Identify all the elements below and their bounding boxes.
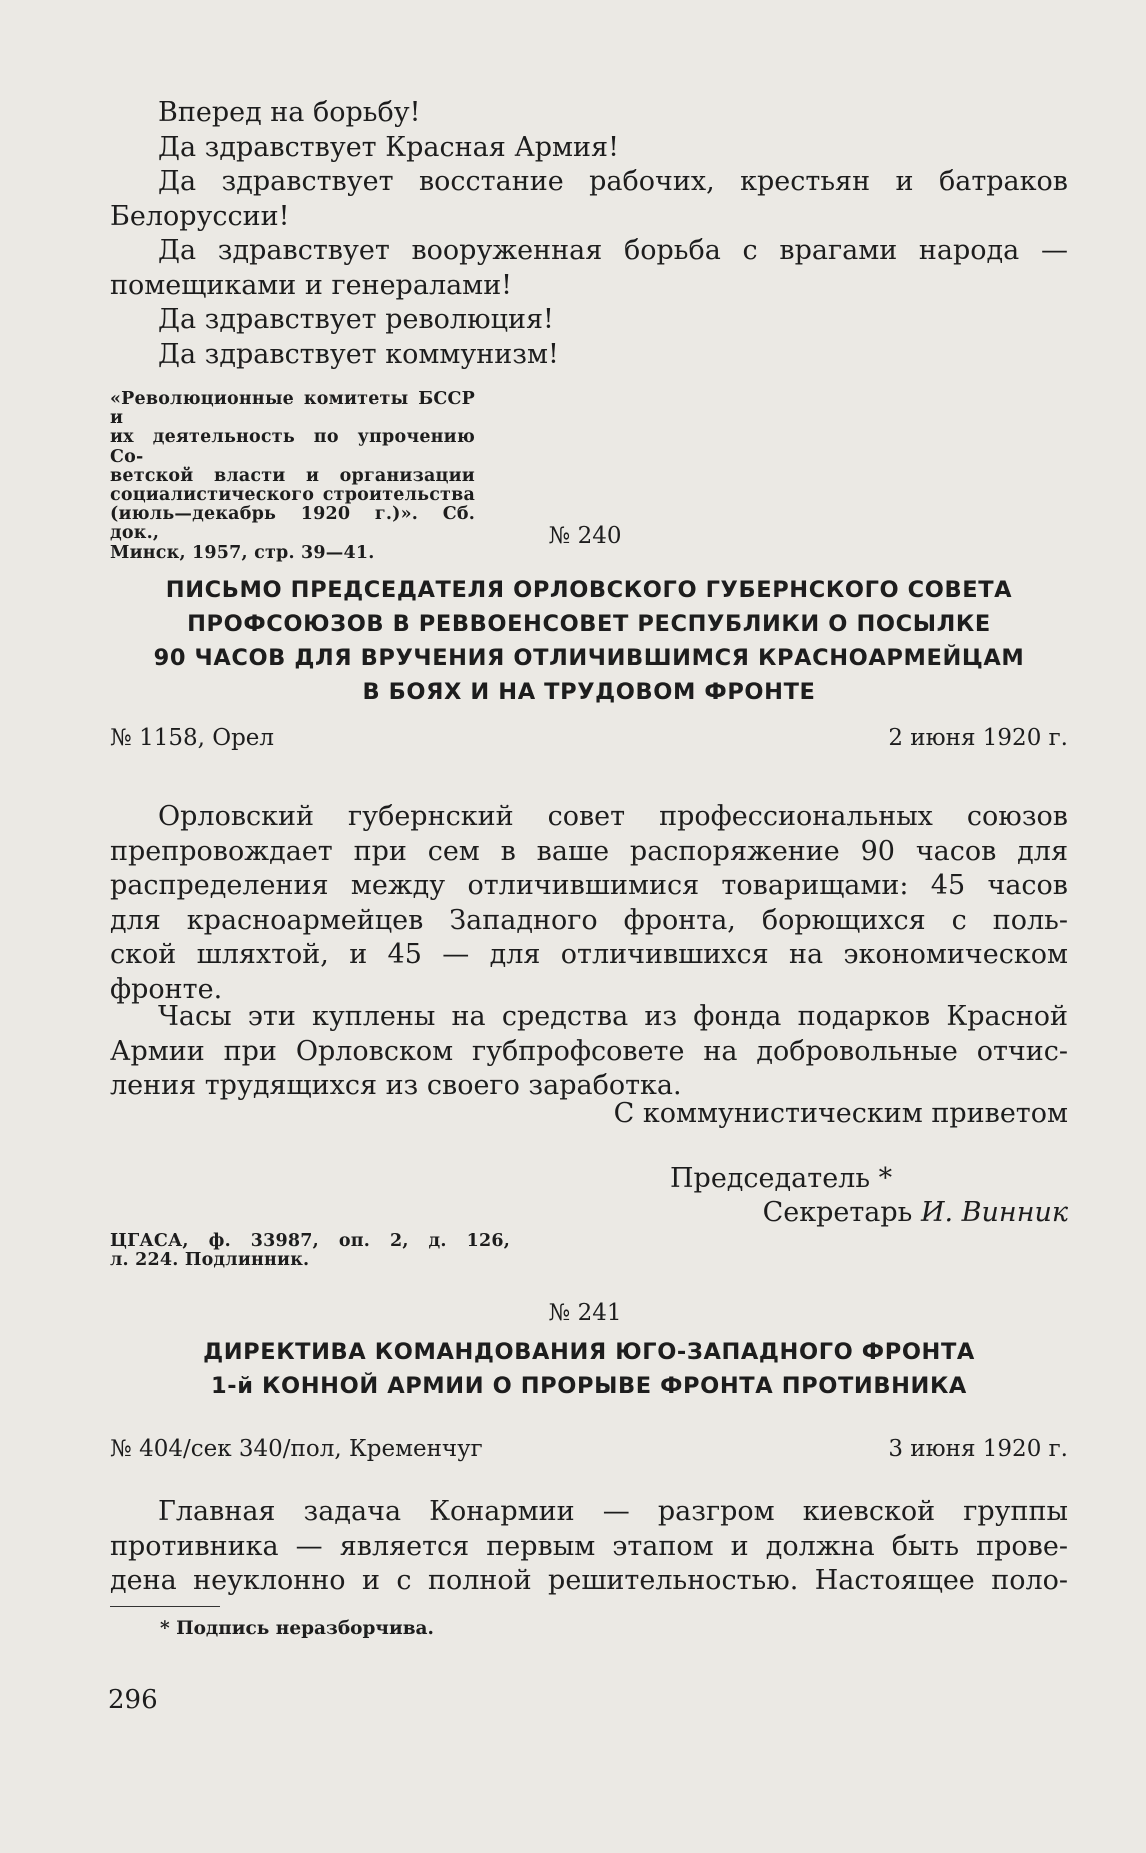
paragraph-line: для красноармейцев Западного фронта, борющихся с поль- bbox=[110, 904, 1068, 936]
doc241-meta bbox=[110, 1436, 1068, 1462]
paragraph-line: Главная задача Конармии — разгром киевской группы bbox=[158, 1496, 1068, 1527]
doc240-chairman: Председатель * bbox=[670, 1163, 893, 1194]
footnote-rule bbox=[110, 1606, 220, 1607]
citation-line: социалистического строительства bbox=[110, 485, 475, 506]
doc241-title bbox=[110, 1335, 1068, 1403]
doc240-paragraph-1 bbox=[110, 800, 1068, 1007]
paragraph-line: противника — является первым этапом и должна быть прове- bbox=[110, 1530, 1068, 1562]
doc240-title bbox=[110, 573, 1068, 709]
citation-line: их деятельность по упрочению Со- bbox=[110, 427, 475, 467]
doc241-ref: № 404/сек 340/пол, Кременчуг bbox=[110, 1436, 483, 1462]
title-line: ПРОФСОЮЗОВ В РЕВВОЕНСОВЕТ РЕСПУБЛИКИ О ПОСЫЛКЕ bbox=[187, 611, 991, 637]
slogan-line: Да здравствует вооруженная борьба с врагами народа — bbox=[158, 235, 1068, 266]
secretary-name: И. Винник bbox=[920, 1197, 1068, 1228]
paragraph-line: распределения между отличившимися товарищами: 45 часов bbox=[110, 870, 1068, 901]
slogan-line: Да здравствует революция! bbox=[158, 304, 554, 335]
footnote: * Подпись неразборчива. bbox=[160, 1618, 434, 1639]
citation-line: ЦГАСА, ф. 33987, оп. 2, д. 126, bbox=[110, 1231, 510, 1251]
title-line: 90 ЧАСОВ ДЛЯ ВРУЧЕНИЯ ОТЛИЧИВШИМСЯ КРАСНОАРМЕЙЦАМ bbox=[153, 645, 1025, 671]
paragraph-line: фронте. bbox=[110, 973, 223, 1005]
slogan-line: Вперед на борьбу! bbox=[158, 97, 421, 128]
paragraph-line: препровождает при сем в ваше распоряжение 90 часов для bbox=[110, 835, 1068, 867]
title-line: ПИСЬМО ПРЕДСЕДАТЕЛЯ ОРЛОВСКОГО ГУБЕРНСКОГО СОВЕТА bbox=[165, 577, 1013, 603]
doc241-paragraph-1 bbox=[110, 1495, 1068, 1599]
slogan-line: Да здравствует Красная Армия! bbox=[158, 131, 619, 163]
slogan-line: Да здравствует восстание рабочих, крестьян и батраков bbox=[158, 166, 1068, 197]
doc241-date: 3 июня 1920 г. bbox=[888, 1436, 1068, 1462]
citation-line: Минск, 1957, стр. 39—41. bbox=[110, 542, 375, 563]
doc240-source-citation bbox=[110, 1232, 510, 1270]
paragraph-line: Орловский губернский совет профессиональных союзов bbox=[158, 801, 1068, 832]
citation-line: (июль—декабрь 1920 г.)». Сб. док., bbox=[110, 504, 475, 544]
doc241-number: № 241 bbox=[548, 1300, 622, 1326]
doc240-ref: № 1158, Орел bbox=[110, 725, 275, 751]
intro-source-citation bbox=[110, 390, 475, 563]
title-line: ДИРЕКТИВА КОМАНДОВАНИЯ ЮГО-ЗАПАДНОГО ФРОНТА bbox=[203, 1339, 975, 1365]
page-number: 296 bbox=[108, 1685, 158, 1715]
slogan-line: Да здравствует коммунизм! bbox=[158, 338, 559, 370]
doc240-closing: С коммунистическим приветом bbox=[613, 1098, 1068, 1129]
slogan-line: Белоруссии! bbox=[110, 200, 290, 232]
title-line: 1-й КОННОЙ АРМИИ О ПРОРЫВЕ ФРОНТА ПРОТИВНИКА bbox=[211, 1373, 967, 1399]
paragraph-line: Армии при Орловском губпрофсовете на добровольные отчис- bbox=[110, 1035, 1068, 1067]
doc240-number: № 240 bbox=[548, 523, 622, 549]
doc240-meta bbox=[110, 725, 1068, 751]
paragraph-line: ления трудящихся из своего заработка. bbox=[110, 1070, 682, 1101]
slogan-line: помещиками и генералами! bbox=[110, 269, 513, 301]
doc240-secretary bbox=[110, 1196, 1068, 1231]
citation-line: ветской власти и организации bbox=[110, 465, 475, 486]
citation-line: л. 224. Подлинник. bbox=[110, 1250, 310, 1271]
citation-line: «Революционные комитеты БССР и bbox=[110, 389, 475, 429]
doc240-date: 2 июня 1920 г. bbox=[888, 725, 1068, 751]
paragraph-line: дена неуклонно и с полной решительностью. Настоящее поло- bbox=[110, 1565, 1068, 1596]
intro-slogans bbox=[110, 96, 1068, 372]
paragraph-line: ской шляхтой, и 45 — для отличившихся на экономическом bbox=[110, 939, 1068, 970]
title-line: В БОЯХ И НА ТРУДОВОМ ФРОНТЕ bbox=[362, 679, 816, 705]
doc240-paragraph-2 bbox=[110, 1000, 1068, 1104]
secretary-label: Секретарь bbox=[762, 1197, 913, 1228]
paragraph-line: Часы эти куплены на средства из фонда подарков Красной bbox=[158, 1001, 1068, 1032]
